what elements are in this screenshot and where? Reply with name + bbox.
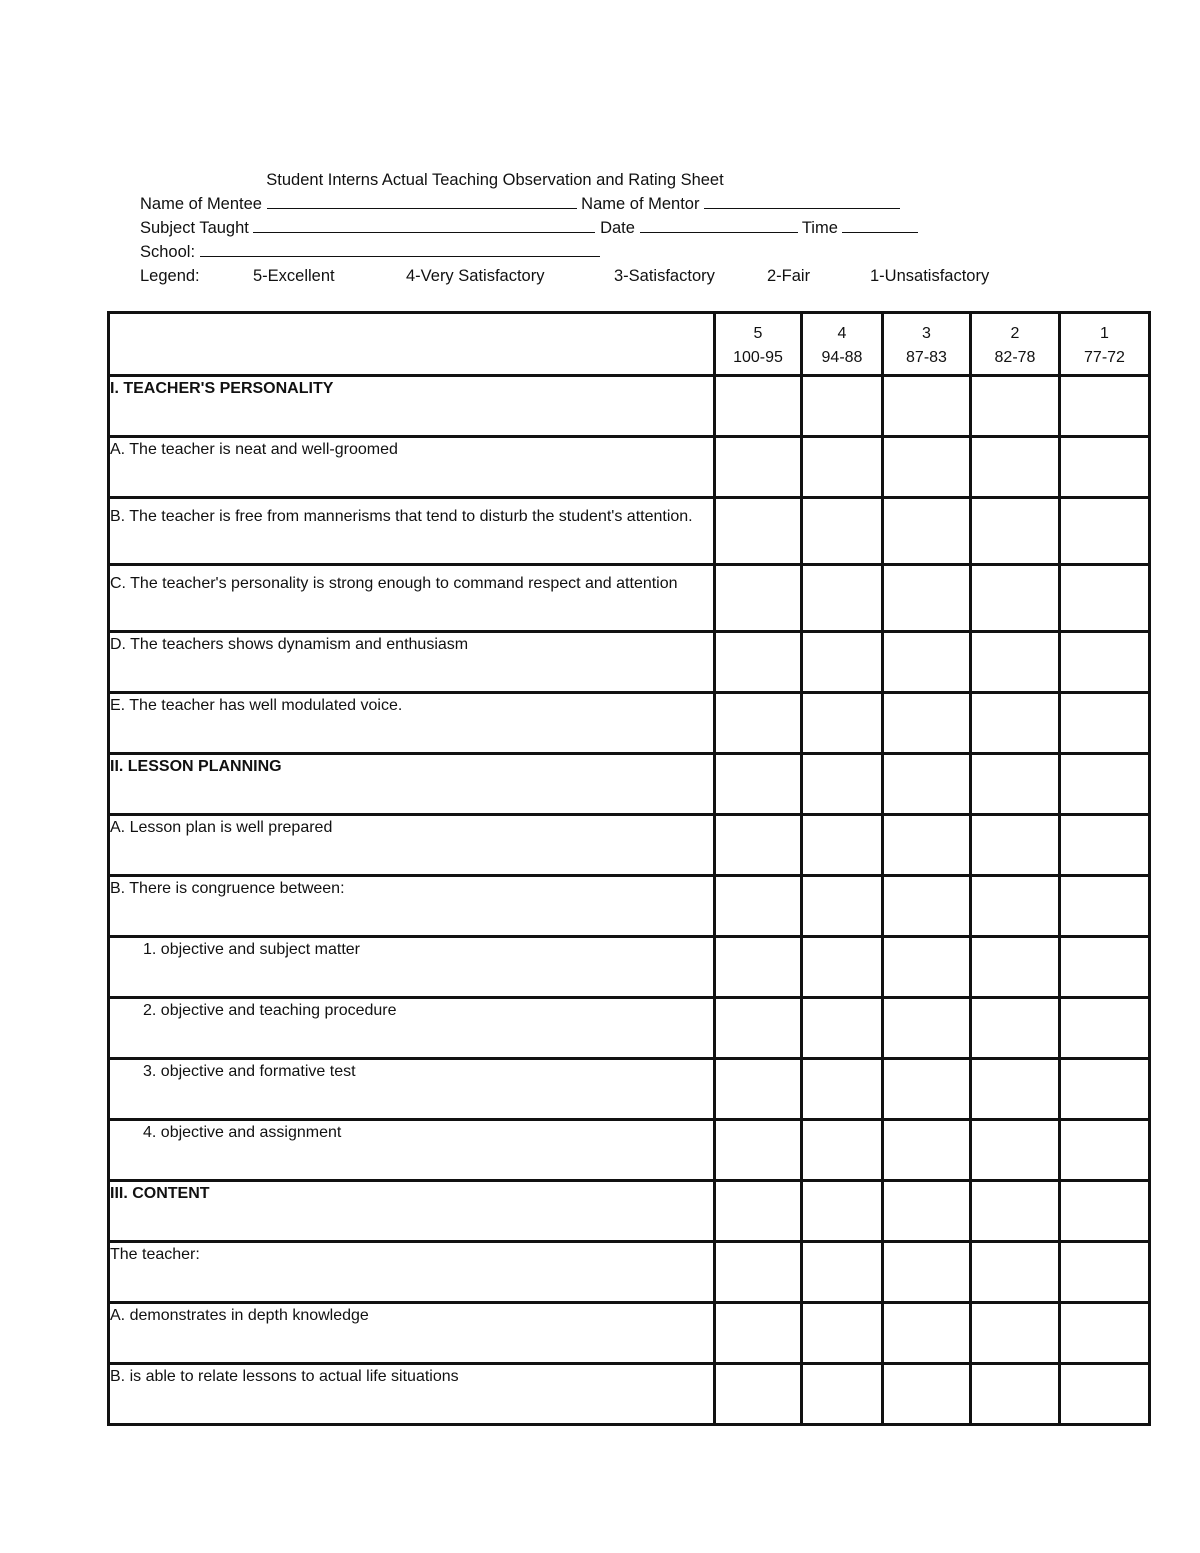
rating-cell-1[interactable] [1060, 754, 1150, 815]
rating-cell-3[interactable] [883, 1303, 971, 1364]
rating-cell-3[interactable] [883, 998, 971, 1059]
rating-cell-1[interactable] [1060, 498, 1150, 565]
rating-cell-3[interactable] [883, 437, 971, 498]
rating-cell-5[interactable] [715, 754, 802, 815]
criteria-label: 4. objective and assignment [109, 1120, 715, 1181]
table-row [109, 565, 1150, 632]
table-row [109, 876, 1150, 937]
rating-cell-5[interactable] [715, 632, 802, 693]
mentee-blank[interactable] [267, 194, 577, 209]
rating-cell-1[interactable] [1060, 937, 1150, 998]
rating-cell-5[interactable] [715, 498, 802, 565]
rating-cell-1[interactable] [1060, 1242, 1150, 1303]
rating-cell-2[interactable] [971, 437, 1060, 498]
rating-cell-1[interactable] [1060, 1120, 1150, 1181]
score-value: 2 [1010, 325, 1020, 342]
rating-cell-4[interactable] [802, 565, 883, 632]
rating-cell-4[interactable] [802, 1059, 883, 1120]
mentor-label: Name of Mentor [581, 195, 700, 213]
date-label: Date [600, 219, 635, 237]
sheet-title: Student Interns Actual Teaching Observation and Rating Sheet [266, 171, 724, 189]
criteria-header-cell [109, 313, 715, 376]
rating-table [107, 311, 1151, 1426]
criteria-label: B. is able to relate lessons to actual life situations [109, 1364, 715, 1425]
table-row [109, 1364, 1150, 1425]
criteria-label: B. There is congruence between: [109, 876, 715, 937]
rating-cell-5[interactable] [715, 937, 802, 998]
rating-cell-1[interactable] [1060, 632, 1150, 693]
rating-cell-3[interactable] [883, 815, 971, 876]
rating-cell-1[interactable] [1060, 437, 1150, 498]
rating-cell-3[interactable] [883, 376, 971, 437]
legend-item: 1-Unsatisfactory [870, 267, 990, 285]
criteria-label: III. CONTENT [109, 1181, 715, 1242]
criteria-label: C. The teacher's personality is strong enough to command respect and attention [109, 565, 715, 632]
rating-cell-1[interactable] [1060, 876, 1150, 937]
date-blank[interactable] [640, 218, 798, 233]
school-blank[interactable] [200, 242, 600, 257]
table-row [109, 693, 1150, 754]
rating-cell-5[interactable] [715, 1120, 802, 1181]
rating-cell-2[interactable] [971, 815, 1060, 876]
rating-cell-2[interactable] [971, 693, 1060, 754]
criteria-label: 3. objective and formative test [109, 1059, 715, 1120]
score-header-1 [1060, 313, 1150, 376]
rating-cell-4[interactable] [802, 1120, 883, 1181]
table-row [109, 1059, 1150, 1120]
legend-item: 4-Very Satisfactory [406, 267, 545, 285]
table-row [109, 1303, 1150, 1364]
rating-cell-3[interactable] [883, 693, 971, 754]
criteria-label: 1. objective and subject matter [109, 937, 715, 998]
mentee-label: Name of Mentee [140, 195, 262, 213]
table-row [109, 1120, 1150, 1181]
rating-cell-5[interactable] [715, 376, 802, 437]
subject-date-line [140, 216, 1020, 240]
rating-cell-5[interactable] [715, 693, 802, 754]
rating-header-row [109, 313, 1150, 376]
subject-blank[interactable] [253, 218, 595, 233]
score-range: 82-78 [994, 349, 1036, 366]
rating-cell-4[interactable] [802, 998, 883, 1059]
legend-item: 3-Satisfactory [614, 267, 715, 285]
rating-cell-2[interactable] [971, 1303, 1060, 1364]
score-range: 77-72 [1084, 349, 1125, 366]
mentee-mentor-line [140, 192, 1020, 216]
time-label: Time [801, 219, 838, 237]
score-value: 5 [753, 325, 763, 342]
rating-cell-3[interactable] [883, 565, 971, 632]
score-header-4 [802, 313, 883, 376]
criteria-label: A. demonstrates in depth knowledge [109, 1303, 715, 1364]
table-row [109, 815, 1150, 876]
rating-cell-2[interactable] [971, 1059, 1060, 1120]
sheet-header [140, 168, 1020, 288]
rating-cell-2[interactable] [971, 498, 1060, 565]
school-label: School: [140, 243, 196, 261]
criteria-label: D. The teachers shows dynamism and enthusiasm [109, 632, 715, 693]
table-row [109, 376, 1150, 437]
table-row [109, 632, 1150, 693]
rating-body [109, 376, 1150, 1425]
table-row [109, 437, 1150, 498]
rating-cell-1[interactable] [1060, 998, 1150, 1059]
rating-cell-3[interactable] [883, 1364, 971, 1425]
rating-cell-4[interactable] [802, 437, 883, 498]
score-value: 1 [1100, 325, 1109, 342]
table-row [109, 937, 1150, 998]
criteria-label: E. The teacher has well modulated voice. [109, 693, 715, 754]
rating-cell-1[interactable] [1060, 693, 1150, 754]
rating-cell-4[interactable] [802, 1303, 883, 1364]
rating-cell-3[interactable] [883, 1120, 971, 1181]
score-range: 87-83 [906, 349, 947, 366]
rating-cell-3[interactable] [883, 876, 971, 937]
rating-cell-5[interactable] [715, 1242, 802, 1303]
rating-cell-3[interactable] [883, 754, 971, 815]
rating-cell-5[interactable] [715, 815, 802, 876]
rating-cell-4[interactable] [802, 693, 883, 754]
criteria-label: I. TEACHER'S PERSONALITY [109, 376, 715, 437]
rating-cell-3[interactable] [883, 498, 971, 565]
table-row [109, 498, 1150, 565]
rating-cell-1[interactable] [1060, 565, 1150, 632]
rating-cell-5[interactable] [715, 1181, 802, 1242]
score-value: 3 [922, 325, 931, 342]
table-row [109, 754, 1150, 815]
rating-cell-5[interactable] [715, 437, 802, 498]
criteria-label: A. The teacher is neat and well-groomed [109, 437, 715, 498]
rating-cell-4[interactable] [802, 754, 883, 815]
rating-cell-2[interactable] [971, 1120, 1060, 1181]
score-header-3 [883, 313, 971, 376]
rating-cell-2[interactable] [971, 632, 1060, 693]
rating-cell-2[interactable] [971, 565, 1060, 632]
rating-cell-5[interactable] [715, 876, 802, 937]
criteria-label: 2. objective and teaching procedure [109, 998, 715, 1059]
rating-cell-4[interactable] [802, 1364, 883, 1425]
rating-cell-4[interactable] [802, 498, 883, 565]
rating-cell-5[interactable] [715, 1059, 802, 1120]
rating-cell-5[interactable] [715, 1303, 802, 1364]
rating-cell-2[interactable] [971, 937, 1060, 998]
rating-cell-1[interactable] [1060, 376, 1150, 437]
criteria-label: The teacher: [109, 1242, 715, 1303]
rating-cell-1[interactable] [1060, 1181, 1150, 1242]
rating-cell-3[interactable] [883, 1242, 971, 1303]
rating-cell-1[interactable] [1060, 1303, 1150, 1364]
rating-cell-4[interactable] [802, 815, 883, 876]
criteria-label: II. LESSON PLANNING [109, 754, 715, 815]
criteria-label: B. The teacher is free from mannerisms that tend to disturb the student's attention. [109, 498, 715, 565]
score-header-5 [715, 313, 802, 376]
criteria-label: A. Lesson plan is well prepared [109, 815, 715, 876]
rating-cell-2[interactable] [971, 876, 1060, 937]
rating-cell-1[interactable] [1060, 1364, 1150, 1425]
rating-cell-1[interactable] [1060, 1059, 1150, 1120]
rating-cell-4[interactable] [802, 1181, 883, 1242]
table-row [109, 1242, 1150, 1303]
rating-cell-2[interactable] [971, 1364, 1060, 1425]
rating-cell-3[interactable] [883, 1181, 971, 1242]
rating-cell-4[interactable] [802, 876, 883, 937]
rating-cell-4[interactable] [802, 937, 883, 998]
subject-label: Subject Taught [140, 219, 249, 237]
score-range: 100-95 [733, 349, 783, 366]
rating-cell-2[interactable] [971, 754, 1060, 815]
rating-cell-2[interactable] [971, 376, 1060, 437]
legend-item: 5-Excellent [253, 267, 335, 285]
rating-cell-2[interactable] [971, 1181, 1060, 1242]
table-row [109, 1181, 1150, 1242]
rating-cell-3[interactable] [883, 1059, 971, 1120]
rating-cell-5[interactable] [715, 998, 802, 1059]
score-value: 4 [837, 325, 847, 342]
rating-cell-4[interactable] [802, 376, 883, 437]
rating-cell-5[interactable] [715, 565, 802, 632]
rating-cell-4[interactable] [802, 1242, 883, 1303]
rating-cell-1[interactable] [1060, 815, 1150, 876]
rating-cell-5[interactable] [715, 1364, 802, 1425]
time-blank[interactable] [842, 218, 918, 233]
mentor-blank[interactable] [704, 194, 900, 209]
legend [140, 264, 1020, 288]
legend-label: Legend: [140, 267, 200, 285]
rating-cell-3[interactable] [883, 937, 971, 998]
rating-cell-2[interactable] [971, 998, 1060, 1059]
rating-cell-4[interactable] [802, 632, 883, 693]
score-range: 94-88 [821, 349, 863, 366]
rating-cell-2[interactable] [971, 1242, 1060, 1303]
table-row [109, 998, 1150, 1059]
school-line [140, 240, 1020, 264]
score-header-2 [971, 313, 1060, 376]
rating-cell-3[interactable] [883, 632, 971, 693]
legend-item: 2-Fair [767, 267, 811, 285]
